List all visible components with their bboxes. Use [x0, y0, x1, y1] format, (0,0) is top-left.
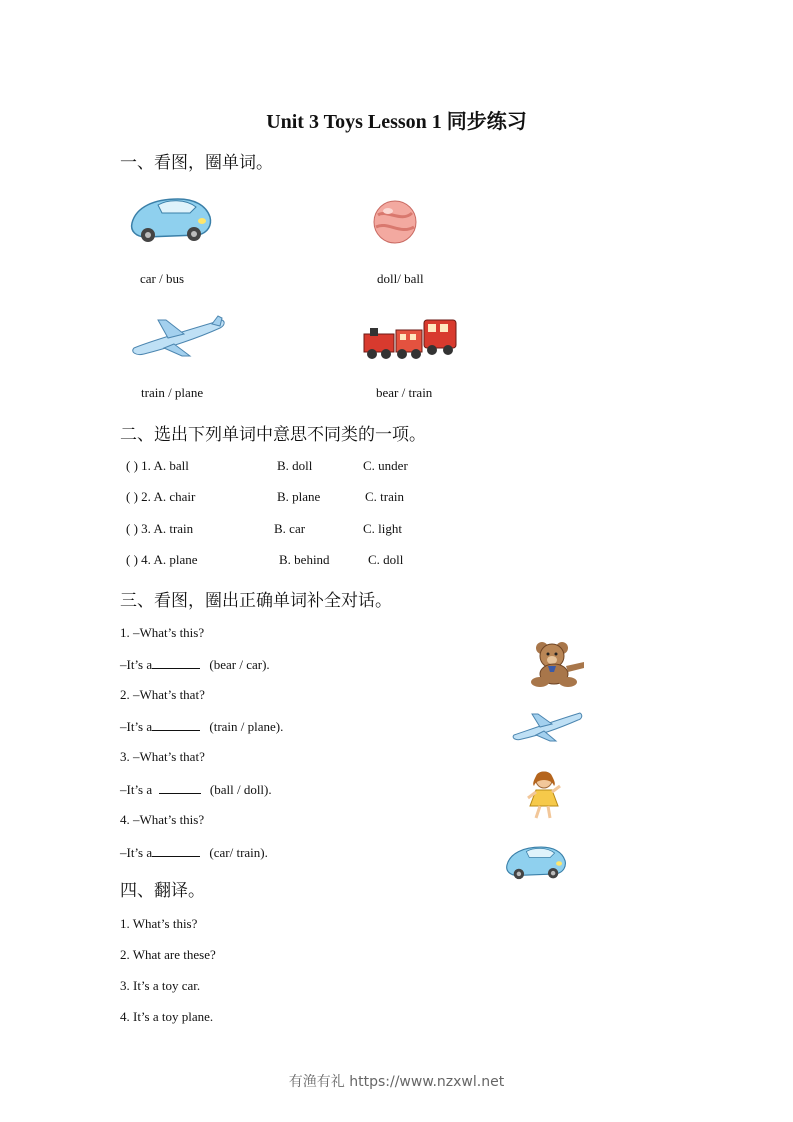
- dialog-4-prefix: –It’s a: [120, 845, 153, 860]
- section-4-heading: 四、翻译。: [120, 881, 205, 901]
- dialog-4-options: (car/ train).: [209, 845, 268, 860]
- section-1-label-plane: train / plane: [141, 385, 204, 400]
- plane-icon: [128, 316, 228, 358]
- translate-item-1: 1. What’s this?: [120, 916, 198, 931]
- question-2-c: C. train: [365, 489, 404, 504]
- dialog-2-options: (train / plane).: [209, 719, 284, 734]
- dialog-2-blank[interactable]: [152, 718, 200, 731]
- dialog-3-prefix: –It’s a: [120, 782, 153, 797]
- question-3-b: B. car: [274, 521, 306, 536]
- dialog-1-blank[interactable]: [152, 656, 200, 669]
- dialog-4-question: 4. –What’s this?: [120, 812, 205, 827]
- footer-watermark: 有渔有礼 https://www.nzxwl.net: [288, 1074, 505, 1090]
- question-1-c: C. under: [363, 458, 408, 473]
- translate-item-2: 2. What are these?: [120, 947, 216, 962]
- dialog-4-blank[interactable]: [152, 844, 200, 857]
- train-icon: [362, 310, 460, 362]
- section-1-label-train: bear / train: [376, 385, 433, 400]
- question-1-a: ( ) 1. A. ball: [126, 458, 189, 473]
- section-3-heading: 三、看图，圈出正确单词补全对话。: [120, 591, 392, 611]
- dialog-2-question: 2. –What’s that?: [120, 687, 205, 702]
- translate-item-4: 4. It’s a toy plane.: [120, 1009, 214, 1024]
- ball-icon: [372, 199, 418, 245]
- dialog-1-question: 1. –What’s this?: [120, 625, 205, 640]
- question-2-a: ( ) 2. A. chair: [126, 489, 196, 504]
- question-4-b: B. behind: [279, 552, 330, 567]
- question-3-c: C. light: [363, 521, 403, 536]
- bear-icon: [528, 640, 588, 688]
- question-4-a: ( ) 4. A. plane: [126, 552, 198, 567]
- dialog-1-prefix: –It’s a: [120, 657, 153, 672]
- dialog-1-options: (bear / car).: [209, 657, 270, 672]
- dialog-3-options: (ball / doll).: [209, 782, 272, 797]
- section-2-heading: 二、选出下列单词中意思不同类的一项。: [120, 425, 426, 445]
- dialog-2-answer: [120, 718, 283, 735]
- dialog-4-answer: [120, 844, 268, 861]
- doll-icon: [524, 770, 564, 820]
- car-icon: [128, 193, 214, 245]
- question-1-b: B. doll: [277, 458, 313, 473]
- plane-icon: [510, 711, 584, 743]
- question-3-a: ( ) 3. A. train: [126, 521, 194, 536]
- question-4-c: C. doll: [368, 552, 404, 567]
- section-1-heading: 一、看图，圈单词。: [120, 153, 273, 173]
- question-2-b: B. plane: [277, 489, 321, 504]
- car-icon: [504, 842, 568, 882]
- dialog-3-answer: [120, 781, 272, 798]
- dialog-3-blank[interactable]: [159, 781, 201, 794]
- dialog-2-prefix: –It’s a: [120, 719, 153, 734]
- dialog-3-question: 3. –What’s that?: [120, 749, 205, 764]
- section-1-label-car: car / bus: [140, 271, 185, 286]
- translate-item-3: 3. It’s a toy car.: [120, 978, 201, 993]
- page-title: Unit 3 Toys Lesson 1 同步练习: [266, 111, 527, 133]
- section-1-label-ball: doll/ ball: [377, 271, 424, 286]
- dialog-1-answer: [120, 656, 270, 673]
